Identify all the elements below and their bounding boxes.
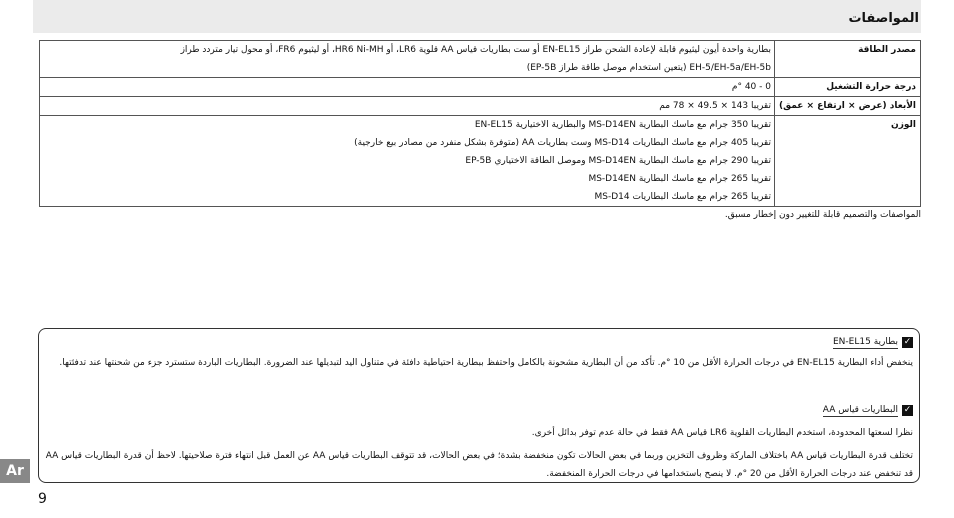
spec-line: بطارية واحدة أيون ليثيوم قابلة لإعادة الشحن طراز EN-EL15 أو ست بطاريات قياس AA قلوية LR6، أو HR6 Ni-MH، أو ليثيوم FR6، أو محول تيار متردد طراز <box>180 45 771 55</box>
note-title-aa-label: البطاريات قياس AA <box>822 404 898 415</box>
spec-line: EH-5/EH-5a/EH-5b (يتعين استخدام موصل طاقة طراز EP-5B) <box>526 63 771 73</box>
note-title-enel15 <box>833 335 913 349</box>
spec-row-dimensions <box>40 97 921 116</box>
language-tab: Ar <box>0 459 30 483</box>
spec-change-notice: المواصفات والتصميم قابلة للتغيير دون إخطار مسبق. <box>724 210 921 220</box>
spec-line: تقريبا 265 جرام مع ماسك البطاريات MS-D14 <box>594 192 771 202</box>
spec-line: تقريبا 350 جرام مع ماسك البطارية MS-D14EN والبطارية الاختيارية EN-EL15 <box>474 120 771 130</box>
note-title-aa <box>823 403 913 417</box>
note-body-enel15: ينخفض أداء البطارية EN-EL15 في درجات الحرارة الأقل من 10 °م. تأكد من أن البطارية مشحونة بالكامل واحتفظ ببطارية احتياطية دافئة في متناول اليد لتبديلها عند الضرورة. البطاريات الباردة ستسترد جزء من شحنتها عند تدفئتها. <box>59 358 913 368</box>
spec-line: تقريبا 290 جرام مع ماسك البطارية MS-D14EN وموصل الطاقة الاختياري EP-5B <box>465 156 771 166</box>
spec-row-power <box>40 41 921 78</box>
check-box-icon: ✓ <box>903 336 912 347</box>
spec-value-power <box>40 41 775 78</box>
notes-box <box>38 328 920 483</box>
spec-line: تقريبا 265 جرام مع ماسك البطارية MS-D14EN <box>588 174 771 184</box>
spec-line: تقريبا 405 جرام مع ماسك البطاريات MS-D14 وست بطاريات AA (متوفرة بشكل منفرد من مصادر بيع خارجية) <box>354 138 771 148</box>
note-title-enel15-label: بطارية EN-EL15 <box>833 336 898 347</box>
spec-row-temperature <box>40 78 921 97</box>
note-body-aa-2: تختلف قدرة البطاريات قياس AA باختلاف الماركة وظروف التخزين وربما في بعض الحالات تكون منخفضة بشدة؛ في بعض الحالات، قد تتوقف البطاريات قياس AA عن العمل قبل انتهاء فترة صلاحيتها. لاحظ أن قدرة البطاريات قياس AA قد تنخفض عند درجات الحرارة الأقل من 20 °م. لا ينصح باستخدامها في درجات الحرارة المنخفضة. <box>45 451 913 479</box>
spec-value-temperature <box>40 78 775 97</box>
spec-value-dimensions <box>40 97 775 116</box>
spec-label-temperature: درجة حرارة التشغيل <box>775 78 921 97</box>
section-title: المواصفات <box>848 11 919 26</box>
specs-table <box>39 40 921 207</box>
spec-label-weight: الوزن <box>775 116 921 207</box>
note-body-aa-1: نظرا لسعتها المحدودة، استخدم البطاريات القلوية LR6 قياس AA فقط في حالة عدم توفر بدائل أخرى. <box>531 428 913 438</box>
page-number: 9 <box>38 491 47 507</box>
spec-value-weight <box>40 116 775 207</box>
check-box-icon: ✓ <box>903 404 912 415</box>
spec-line: تقريبا 143 × 49.5 × 78 مم <box>659 101 771 111</box>
spec-label-power: مصدر الطاقة <box>775 41 921 78</box>
spec-label-dimensions: الأبعاد (عرض × ارتفاع × عمق) <box>775 97 921 116</box>
spec-line: 0 - 40 °م <box>731 82 771 92</box>
spec-row-weight <box>40 116 921 207</box>
section-header <box>33 0 921 33</box>
